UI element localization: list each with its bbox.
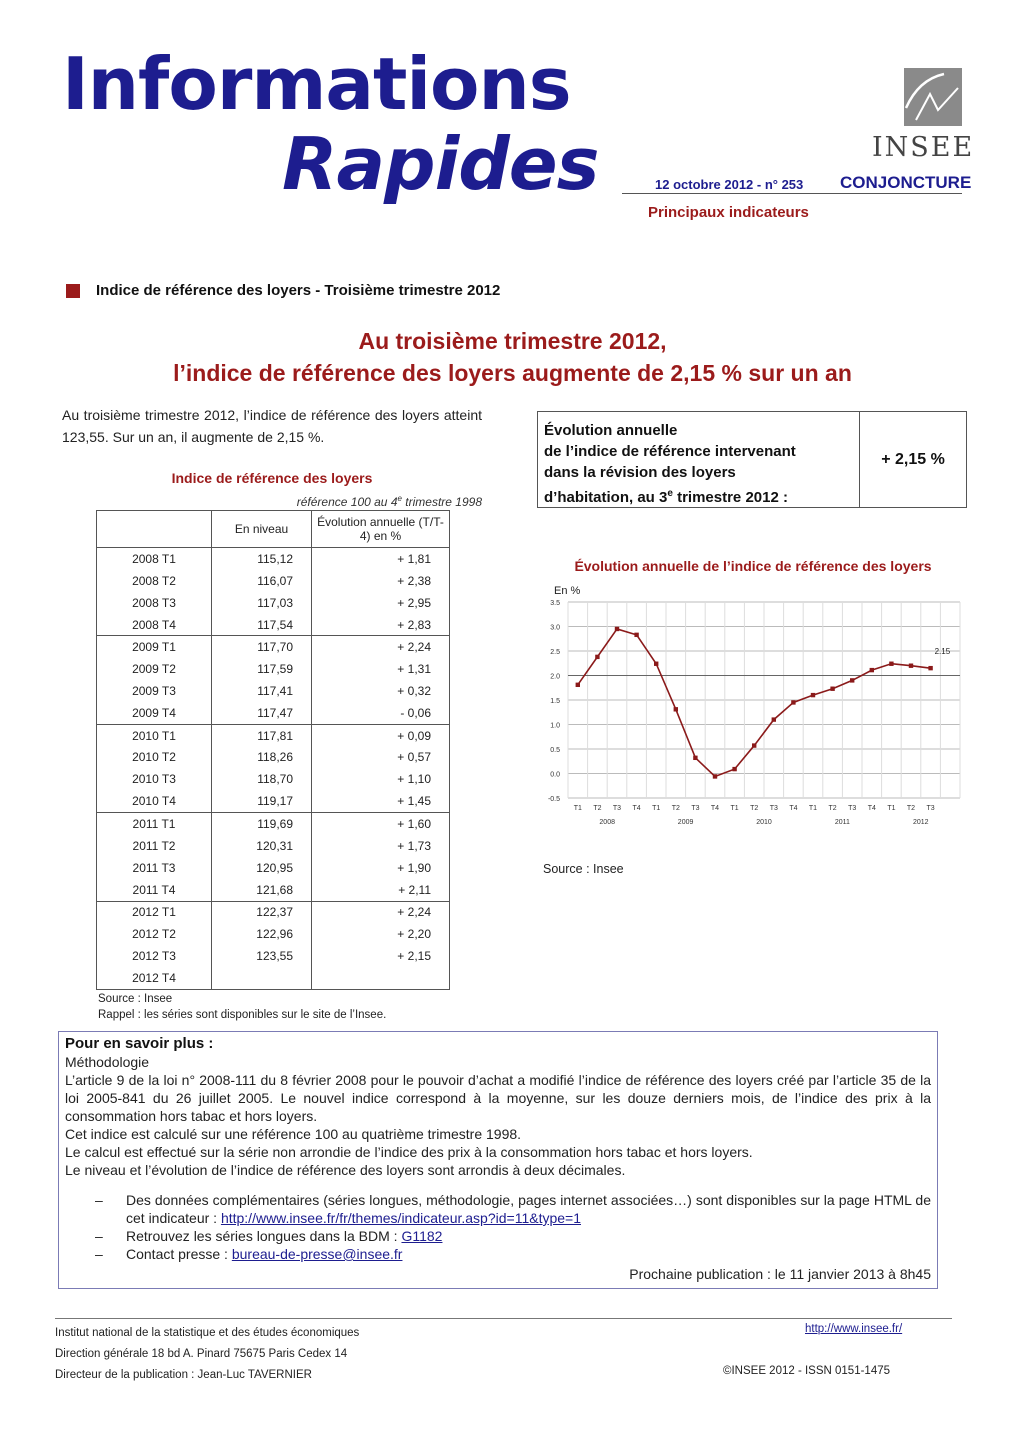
table-row bbox=[97, 923, 450, 945]
table-row bbox=[97, 592, 450, 614]
table-cell-period: 2010 T2 bbox=[97, 746, 212, 768]
table-row bbox=[97, 746, 450, 768]
insee-logo-text: INSEE bbox=[872, 132, 975, 163]
table-cell-change: + 0,09 bbox=[312, 724, 450, 746]
footer-direction: Direction générale 18 bd A. Pinard 75675 Paris Cedex 14 bbox=[55, 1348, 348, 1360]
table-row bbox=[97, 636, 450, 658]
table-row bbox=[97, 813, 450, 835]
chart-data-point bbox=[870, 668, 874, 672]
table-cell-period: 2009 T4 bbox=[97, 702, 212, 724]
chart-x-tick-label: T3 bbox=[612, 805, 622, 812]
chart-data-point bbox=[928, 666, 932, 670]
bullet-square-icon bbox=[66, 284, 80, 298]
table-row bbox=[97, 945, 450, 967]
methodology-para-1: L’article 9 de la loi n° 2008-111 du 8 février 2008 pour le pouvoir d’achat a modifié l’indice de référence des loyers créé par l’article 35 de la loi 2005-841 du 26 juillet 2005. Le nouvel indice correspond à la moyenne, sur les douze derniers mois, de l’indice des prix à la consommation hors tabac et hors loyers. bbox=[65, 1072, 931, 1124]
chart-data-point bbox=[615, 627, 619, 631]
table-cell-period: 2009 T1 bbox=[97, 636, 212, 658]
chart-x-tick-label: T2 bbox=[750, 805, 759, 812]
more-info-box bbox=[58, 1031, 938, 1289]
chart-x-tick-label: T1 bbox=[573, 805, 582, 812]
next-publication: Prochaine publication : le 11 janvier 2013 à 8h45 bbox=[629, 1266, 931, 1282]
bdm-series-link[interactable]: G1182 bbox=[401, 1228, 443, 1244]
table-row bbox=[97, 724, 450, 746]
table-cell-change: - 0,06 bbox=[312, 702, 450, 724]
key-figure-label bbox=[538, 412, 860, 507]
table-row bbox=[97, 658, 450, 680]
chart-x-tick-label: T4 bbox=[710, 805, 720, 812]
chart-y-tick-label: 0.0 bbox=[550, 771, 560, 779]
chart-data-point bbox=[732, 767, 736, 771]
table-row bbox=[97, 702, 450, 724]
table-cell-level: 116,07 bbox=[212, 570, 312, 592]
footer-copyright: ©INSEE 2012 - ISSN 0151-1475 bbox=[723, 1365, 891, 1377]
key-figure-value: + 2,15 % bbox=[881, 450, 945, 468]
key-figure-line-1: Évolution annuelle bbox=[544, 422, 678, 439]
chart-data-point bbox=[850, 678, 854, 682]
chart-x-tick-label: T2 bbox=[593, 805, 602, 812]
headline-line-1: Au troisième trimestre 2012, bbox=[358, 328, 667, 354]
chart-x-tick-label: T2 bbox=[671, 805, 680, 812]
chart-y-label: En % bbox=[554, 585, 581, 597]
table-cell-period: 2011 T4 bbox=[97, 879, 212, 901]
headline-line-2: l’indice de référence des loyers augmente de 2,15 % sur un an bbox=[173, 360, 852, 386]
chart-data-point bbox=[811, 693, 815, 697]
chart-data-point bbox=[713, 774, 717, 778]
chart-y-tick-label: 2.5 bbox=[550, 649, 560, 656]
table-header-period bbox=[97, 511, 212, 548]
chart-source: Source : Insee bbox=[543, 862, 624, 876]
chart-data-point bbox=[772, 717, 776, 721]
footer-director: Directeur de la publication : Jean-Luc TAVERNIER bbox=[55, 1369, 312, 1381]
chart-data-point bbox=[889, 662, 893, 666]
insee-logo bbox=[870, 66, 975, 166]
chart-y-tick-label: 3.0 bbox=[550, 624, 560, 632]
table-row bbox=[97, 835, 450, 857]
footer-institute: Institut national de la statistique et des études économiques bbox=[55, 1327, 360, 1339]
table-cell-period: 2008 T4 bbox=[97, 614, 212, 636]
table-cell-period: 2009 T3 bbox=[97, 680, 212, 702]
chart-title: Évolution annuelle de l’indice de référence des loyers bbox=[574, 558, 932, 574]
intro-paragraph: Au troisième trimestre 2012, l’indice de référence des loyers atteint 123,55. Sur un an, il augmente de 2,15 %. bbox=[62, 407, 482, 445]
table-cell-level: 120,31 bbox=[212, 835, 312, 857]
table-cell-period: 2010 T1 bbox=[97, 724, 212, 746]
table-row bbox=[97, 791, 450, 813]
table-row bbox=[97, 614, 450, 636]
chart-y-tick-label: 1.5 bbox=[550, 698, 560, 705]
chart-data-point bbox=[909, 664, 913, 668]
chart-y-tick-label: 0.5 bbox=[550, 747, 560, 754]
list-item: – Retrouvez les séries longues dans la BDM : G1182 bbox=[65, 1227, 931, 1245]
table-cell-level: 117,59 bbox=[212, 658, 312, 680]
chart-x-tick-label: T4 bbox=[632, 805, 641, 812]
table-cell-level: 119,69 bbox=[212, 813, 312, 835]
table-cell-change: + 1,10 bbox=[312, 768, 450, 790]
chart-x-tick-label: T3 bbox=[691, 805, 700, 812]
chart-data-point bbox=[654, 662, 658, 666]
chart-x-tick-label: T4 bbox=[867, 805, 876, 812]
masthead-title-rapides: Rapides bbox=[282, 122, 599, 206]
chart-x-tick-label: T4 bbox=[789, 805, 798, 812]
table-cell-level: 117,47 bbox=[212, 702, 312, 724]
table-cell-period: 2012 T2 bbox=[97, 923, 212, 945]
table-cell-change: + 2,15 bbox=[312, 945, 450, 967]
issue-info: 12 octobre 2012 - n° 253 bbox=[655, 177, 804, 192]
table-cell-change: + 2,38 bbox=[312, 570, 450, 592]
table-reference: référence 100 au 4e trimestre 1998 bbox=[296, 494, 482, 509]
table-cell-change: + 0,57 bbox=[312, 746, 450, 768]
chart-y-tick-label: 1.0 bbox=[550, 722, 560, 730]
chart-x-tick-label: T2 bbox=[828, 805, 837, 812]
table-cell-period: 2011 T1 bbox=[97, 813, 212, 835]
methodology-para-3: Le calcul est effectué sur la série non arrondie de l’indice des prix à la consommation hors tabac et hors loyers. bbox=[65, 1144, 753, 1160]
annual-change-chart bbox=[530, 578, 970, 838]
index-table bbox=[96, 510, 450, 990]
masthead-title-informations: Informations bbox=[62, 42, 571, 126]
headline bbox=[60, 325, 965, 389]
table-cell-change bbox=[312, 967, 450, 989]
table-cell-change: + 1,90 bbox=[312, 857, 450, 879]
chart-x-year-label: 2012 bbox=[913, 819, 929, 826]
chart-y-tick-label: 3.5 bbox=[550, 600, 560, 607]
key-figure-line-4: d’habitation, au 3e trimestre 2012 : bbox=[544, 488, 788, 506]
table-cell-level: 117,41 bbox=[212, 680, 312, 702]
table-row bbox=[97, 967, 450, 989]
table-cell-period: 2011 T2 bbox=[97, 835, 212, 857]
chart-x-tick-label: T3 bbox=[769, 805, 778, 812]
table-cell-period: 2010 T4 bbox=[97, 791, 212, 813]
table-header-level: En niveau bbox=[212, 511, 312, 548]
table-cell-period: 2012 T3 bbox=[97, 945, 212, 967]
table-row bbox=[97, 570, 450, 592]
chart-data-point bbox=[693, 756, 697, 760]
table-notes bbox=[98, 991, 386, 1023]
table-cell-level: 118,70 bbox=[212, 768, 312, 790]
table-row bbox=[97, 548, 450, 570]
table-cell-change: + 0,32 bbox=[312, 680, 450, 702]
chart-x-tick-label: T3 bbox=[848, 805, 857, 812]
key-figure-line-3: dans la révision des loyers bbox=[544, 464, 736, 481]
table-cell-change: + 2,95 bbox=[312, 592, 450, 614]
chart-x-tick-label: T1 bbox=[730, 805, 739, 812]
chart-x-year-label: 2011 bbox=[834, 819, 850, 826]
table-cell-change: + 2,83 bbox=[312, 614, 450, 636]
chart-x-year-label: 2010 bbox=[756, 819, 772, 826]
methodology-title: Méthodologie bbox=[65, 1054, 150, 1070]
table-cell-period: 2008 T3 bbox=[97, 592, 212, 614]
chart-data-point bbox=[674, 707, 678, 711]
footer-divider bbox=[55, 1318, 952, 1319]
table-cell-level: 117,54 bbox=[212, 614, 312, 636]
table-row bbox=[97, 901, 450, 923]
list-item: – Contact presse : bureau-de-presse@insee.fr bbox=[65, 1245, 931, 1263]
chart-data-point bbox=[791, 700, 795, 704]
table-cell-change: + 2,24 bbox=[312, 901, 450, 923]
table-cell-level bbox=[212, 967, 312, 989]
table-cell-level: 121,68 bbox=[212, 879, 312, 901]
table-cell-level: 117,81 bbox=[212, 724, 312, 746]
topic-line bbox=[66, 282, 500, 299]
chart-data-label: 2.15 bbox=[934, 647, 951, 657]
key-figure-line-2: de l’indice de référence intervenant bbox=[544, 443, 796, 460]
chart-data-point bbox=[576, 683, 580, 687]
table-reminder: Rappel : les séries sont disponibles sur le site de l’Insee. bbox=[98, 1009, 387, 1021]
table-cell-change: + 2,11 bbox=[312, 879, 450, 901]
topic-text: Indice de référence des loyers - Troisième trimestre 2012 bbox=[96, 282, 501, 299]
table-row bbox=[97, 879, 450, 901]
footer-website-link[interactable]: http://www.insee.fr/ bbox=[805, 1323, 903, 1335]
table-cell-period: 2011 T3 bbox=[97, 857, 212, 879]
methodology-para-2: Cet indice est calculé sur une référence 100 au quatrième trimestre 1998. bbox=[65, 1126, 522, 1142]
chart-data-point bbox=[830, 687, 834, 691]
chart-x-year-label: 2009 bbox=[677, 819, 694, 826]
chart-data-point bbox=[595, 655, 599, 659]
list-item: – Des données complémentaires (séries longues, méthodologie, pages internet associées…) sont disponibles sur la page HTML de cet indicateur : http://www.insee.fr/fr/themes/indicateur.asp?id=11&type=1 bbox=[65, 1191, 931, 1227]
methodology-para-4: Le niveau et l’évolution de l’indice de référence des loyers sont arrondis à deux décimales. bbox=[65, 1162, 626, 1178]
table-cell-period: 2008 T1 bbox=[97, 548, 212, 570]
table-cell-period: 2009 T2 bbox=[97, 658, 212, 680]
key-figure-box bbox=[537, 411, 967, 508]
chart-x-tick-label: T2 bbox=[906, 805, 916, 812]
chart-x-tick-label: T1 bbox=[887, 805, 896, 812]
table-row bbox=[97, 857, 450, 879]
table-cell-change: + 1,73 bbox=[312, 835, 450, 857]
table-cell-change: + 2,24 bbox=[312, 636, 450, 658]
table-cell-period: 2010 T3 bbox=[97, 768, 212, 790]
table-row bbox=[97, 768, 450, 790]
section-label: CONJONCTURE bbox=[840, 173, 972, 192]
table-cell-level: 120,95 bbox=[212, 857, 312, 879]
subsection-label: Principaux indicateurs bbox=[648, 204, 809, 221]
footer-address bbox=[55, 1323, 359, 1386]
chart-y-tick-label: 2.0 bbox=[550, 673, 560, 681]
table-cell-level: 115,12 bbox=[212, 548, 312, 570]
table-cell-change: + 1,60 bbox=[312, 813, 450, 835]
chart-data-point bbox=[752, 743, 756, 747]
chart-x-tick-label: T3 bbox=[926, 805, 935, 812]
table-title: Indice de référence des loyers bbox=[171, 470, 373, 486]
chart-y-tick-label: -0.5 bbox=[547, 796, 560, 803]
table-cell-period: 2008 T2 bbox=[97, 570, 212, 592]
table-cell-level: 123,55 bbox=[212, 945, 312, 967]
table-row bbox=[97, 680, 450, 702]
chart-x-tick-label: T1 bbox=[652, 805, 661, 812]
header-divider bbox=[622, 193, 962, 194]
table-cell-level: 119,17 bbox=[212, 791, 312, 813]
table-cell-level: 117,70 bbox=[212, 636, 312, 658]
table-cell-change: + 1,45 bbox=[312, 791, 450, 813]
indicator-page-link[interactable]: http://www.insee.fr/fr/themes/indicateur.asp?id=11&type=1 bbox=[220, 1210, 581, 1226]
table-source: Source : Insee bbox=[98, 993, 173, 1005]
chart-data-point bbox=[634, 633, 638, 637]
table-cell-level: 117,03 bbox=[212, 592, 312, 614]
table-cell-period: 2012 T1 bbox=[97, 901, 212, 923]
chart-x-year-label: 2008 bbox=[599, 819, 615, 826]
more-info-list bbox=[65, 1191, 931, 1263]
table-header-row bbox=[97, 511, 450, 548]
table-cell-change: + 2,20 bbox=[312, 923, 450, 945]
insee-logo-mark bbox=[904, 68, 962, 126]
table-header-change: Évolution annuelle (T/T-4) en % bbox=[312, 511, 450, 548]
table-cell-change: + 1,31 bbox=[312, 658, 450, 680]
table-cell-level: 118,26 bbox=[212, 746, 312, 768]
table-cell-level: 122,96 bbox=[212, 923, 312, 945]
table-cell-change: + 1,81 bbox=[312, 548, 450, 570]
table-cell-level: 122,37 bbox=[212, 901, 312, 923]
press-contact-link[interactable]: bureau-de-presse@insee.fr bbox=[231, 1246, 403, 1262]
chart-x-tick-label: T1 bbox=[808, 805, 818, 812]
more-info-title: Pour en savoir plus : bbox=[65, 1035, 214, 1052]
table-cell-period: 2012 T4 bbox=[97, 967, 212, 989]
